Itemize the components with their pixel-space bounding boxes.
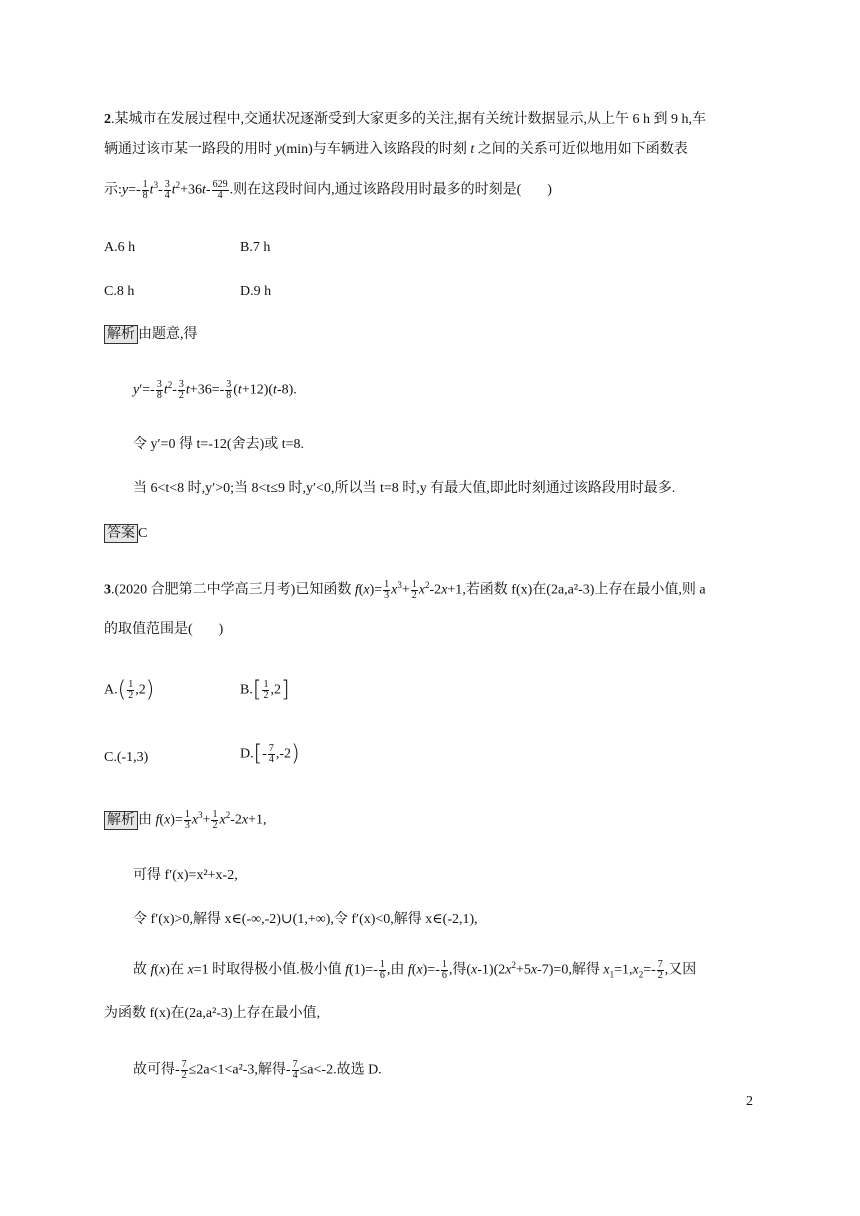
q2-number: 2 — [104, 112, 111, 127]
q3-option-a: A.( $\frac{1}{2}$ ,2) — [104, 677, 155, 703]
q3-step2: 令 f′(x)>0,解得 x∈(-∞,-2)∪(1,+∞),令 f′(x)<0,解得 x∈(-2,1), — [133, 912, 478, 927]
q2-stem-line3: 示:y=- $\frac{1}{8}$ $t^3-$ $\frac{3}{4}$ $t^2+36t-$ $\frac{629}{4}$ .则在这段时间内,通过该路段用时最多的时刻是( ) — [104, 179, 552, 201]
q2-option-d: D.9 h — [240, 284, 272, 299]
q2-option-a: A.6 h — [104, 240, 136, 255]
q3-step1: 可得 f′(x)=x²+x-2, — [133, 868, 238, 883]
q3-step3-line2: 为函数 f(x)在(2a,a²-3)上存在最小值, — [104, 1006, 321, 1021]
q2-step3: 当 6<t<8 时,y′>0;当 8<t≤9 时,y′<0,所以当 t=8 时,y 有最大值,即此时刻通过该路段用时最多. — [133, 481, 676, 496]
analysis-tag: 解析 — [104, 325, 138, 344]
analysis-tag: 解析 — [104, 811, 138, 830]
q2-option-b: B.7 h — [240, 240, 271, 255]
q2-step2: 令 y′=0 得 t=-12(舍去)或 t=8. — [133, 437, 305, 452]
q3-stem-line2: 的取值范围是( ) — [104, 622, 224, 637]
q3-analysis: 解析 由 f(x)= $\frac{1}{3}$ $x^3+$ $\frac{1}{2}$ $x^2-2x+1$, — [104, 810, 266, 831]
page-number: 2 — [746, 1094, 753, 1109]
answer-tag: 答案 — [104, 524, 138, 543]
q3-option-d: D.[- $\frac{7}{4}$ ,-2) — [240, 741, 300, 767]
q2-stem-line1: 2.某城市在发展过程中,交通状况逐渐受到大家更多的关注,据有关统计数据显示,从上午 6 h 到 9 h,车 — [104, 112, 706, 127]
q2-answer: 答案 C — [104, 524, 147, 544]
q3-option-c: C.(-1,3) — [104, 750, 149, 765]
q2-derivative-line: y′=- $\frac{3}{8}$ $t^2-$ $\frac{3}{2}$ t+36=- $\frac{3}{8}$ (t+12)(t-8). — [133, 379, 297, 401]
q3-step3-line1: 故 f(x)在 x=1 时取得极小值.极小值 f(1)=- $\frac{1}{6}$ ,由 f(x)=- $\frac{1}{6}$ ,得$(x-1)(2x^2+5x-7)=0$,解得 $x_1=1,x_2=-$ $\frac{7}{2}$ ,又因 — [133, 959, 697, 981]
q2-analysis: 解析 由题意,得 — [104, 325, 198, 345]
q3-number: 3 — [104, 582, 111, 598]
q3-step4: 故可得- $\frac{7}{2}$ ≤2a<1<a²-3,解得- $\frac{7}{4}$ ≤a<-2.故选 D. — [133, 1059, 382, 1081]
q2-stem-line2: 辆通过该市某一路段的用时 y(min)与车辆进入该路段的时刻 t 之间的关系可近似地用如下函数表 — [104, 142, 688, 157]
q2-option-c: C.8 h — [104, 284, 135, 299]
q3-option-b: B.[ $\frac{1}{2}$ ,2] — [240, 677, 290, 703]
q3-stem-line1: 3.(2020 合肥第二中学高三月考)已知函数 f(x)= $\frac{1}{3}$ $x^3+$ $\frac{1}{2}$ $x^2-2x+1$,若函数 f(x)在(2a,a²-3)上存在最小值,则 a — [104, 579, 706, 601]
